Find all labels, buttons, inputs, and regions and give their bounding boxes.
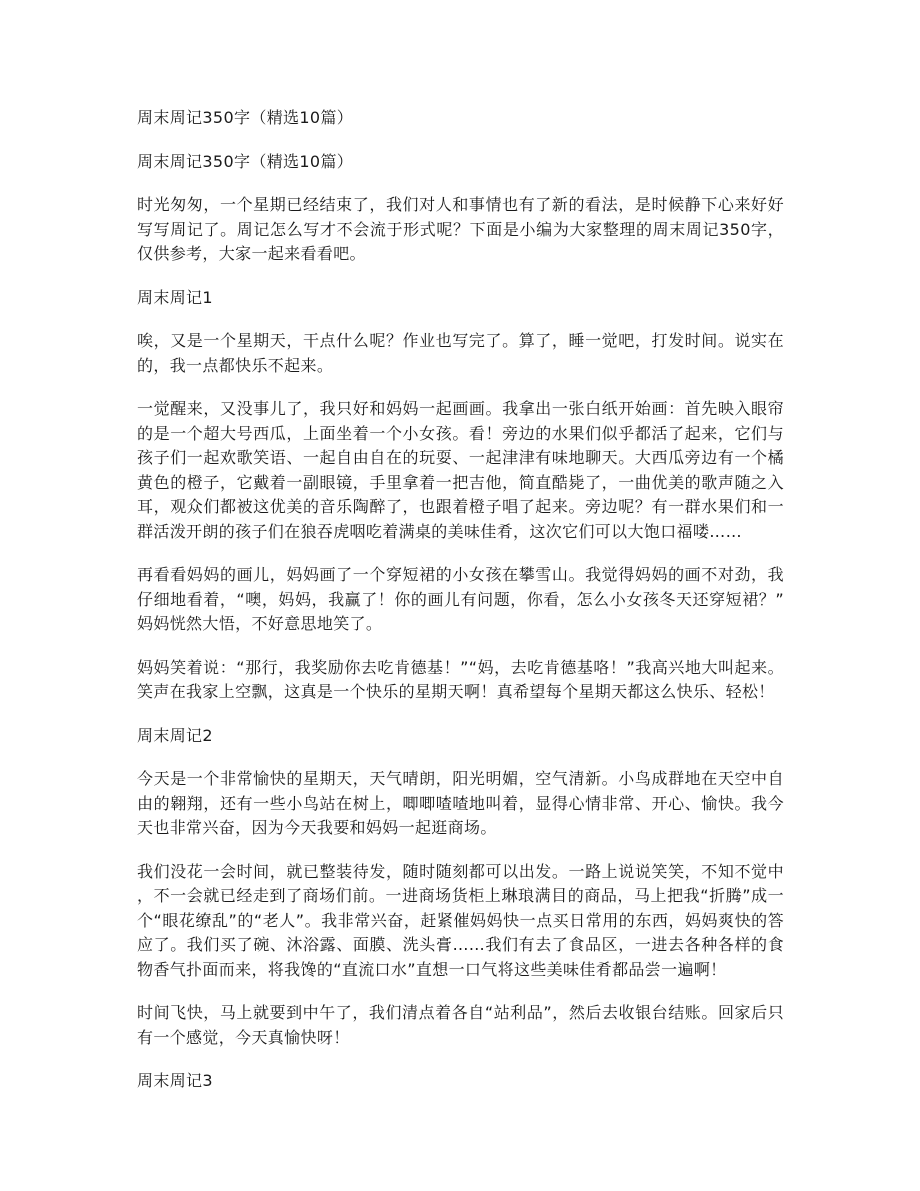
body-paragraph: 再看看妈妈的画儿，妈妈画了一个穿短裙的小女孩在攀雪山。我觉得妈妈的画不对劲，我仔细地看着，“噢，妈妈，我赢了！你的画儿有问题，你看，怎么小女孩冬天还穿短裙？”妈妈恍然大悟，不好意思地笑了。	[137, 565, 784, 633]
body-paragraph: 今天是一个非常愉快的星期天，天气晴朗，阳光明媚，空气清新。小鸟成群地在天空中自由的翱翔，还有一些小鸟站在树上，唧唧喳喳地叫着，显得心情非常、开心、愉快。我今天也非常兴奋，因为今天我要和妈妈一起逛商场。	[137, 769, 784, 837]
section-heading: 周末周记3	[137, 1071, 213, 1090]
body-paragraph: 时间飞快，马上就要到中午了，我们清点着各自“站利品”，然后去收银台结账。回家后只有一个感觉，今天真愉快呀！	[137, 1003, 784, 1047]
body-paragraph: 妈妈笑着说：“那行，我奖励你去吃肯德基！”“妈，去吃肯德基咯！”我高兴地大叫起来。笑声在我家上空飘，这真是一个快乐的星期天啊！真希望每个星期天都这么快乐、轻松！	[137, 657, 784, 701]
body-paragraph: 一觉醒来，又没事儿了，我只好和妈妈一起画画。我拿出一张白纸开始画：首先映入眼帘的是一个超大号西瓜，上面坐着一个小女孩。看！旁边的水果们似乎都活了起来，它们与孩子们一起欢歌笑语、一起自由自在的玩耍、一起津津有味地聊天。大西瓜旁边有一个橘黄色的橙子，它戴着一副眼镜，手里拿着一把吉他，简直酷毙了，一曲优美的歌声随之入耳，观众们都被这优美的音乐陶醉了，也跟着橙子唱了起来。旁边呢？有一群水果们和一群活泼开朗的孩子们在狼吞虎咽吃着满桌的美味佳肴，这次它们可以大饱口福喽……	[137, 399, 784, 541]
section-heading: 周末周记1	[137, 287, 213, 307]
body-paragraph: 我们没花一会时间，就已整装待发，随时随刻都可以出发。一路上说说笑笑，不知不觉中，不一会就已经走到了商场们前。一进商场货柜上琳琅满目的商品，马上把我“折腾”成一个“眼花缭乱”的“老人”。我非常兴奋，赶紧催妈妈快一点买日常用的东西，妈妈爽快的答应了。我们买了碗、沐浴露、面膜、洗头膏……我们有去了食品区，一进去各种各样的食物香气扑面而来，将我馋的“直流口水”直想一口气将这些美味佳肴都品尝一遍啊！	[137, 861, 784, 979]
body-paragraph: 唉，又是一个星期天，干点什么呢？作业也写完了。算了，睡一觉吧，打发时间。说实在的，我一点都快乐不起来。	[137, 331, 784, 375]
section-heading: 周末周记2	[137, 725, 213, 745]
document-title: 周末周记350字（精选10篇）	[137, 108, 354, 127]
intro-paragraph: 时光匆匆，一个星期已经结束了，我们对人和事情也有了新的看法，是时候静下心来好好写写周记了。周记怎么写才不会流于形式呢？下面是小编为大家整理的周末周记350字，仅供参考，大家一起来看看吧。	[137, 195, 784, 263]
document-subtitle: 周末周记350字（精选10篇）	[137, 151, 354, 171]
